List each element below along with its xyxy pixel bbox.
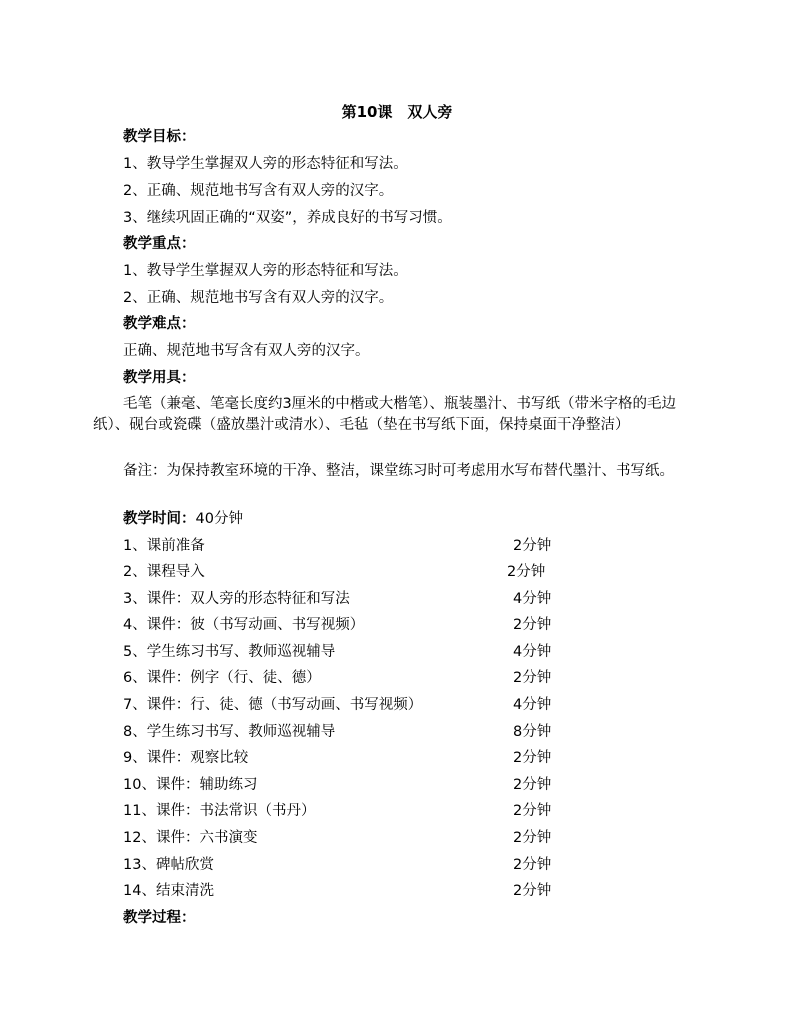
schedule-item-name: 12、课件：六书演变 bbox=[123, 830, 258, 846]
schedule-row bbox=[123, 590, 583, 608]
schedule-item-name: 4、课件：彼（书写动画、书写视频） bbox=[123, 617, 365, 633]
schedule-row bbox=[123, 563, 583, 581]
key-points-heading: 教学重点： bbox=[123, 236, 196, 252]
schedule-item-name: 1、课前准备 bbox=[123, 538, 205, 554]
process-heading: 教学过程： bbox=[123, 910, 196, 926]
schedule-item-name: 8、学生练习书写、教师巡视辅导 bbox=[123, 724, 336, 740]
note-text: 备注：为保持教室环境的干净、整洁，课堂练习时可考虑用水写布替代墨汁、书写纸。 bbox=[123, 463, 674, 479]
schedule-row bbox=[123, 616, 583, 634]
schedule-row bbox=[123, 669, 583, 687]
tools-text: 毛笔（兼毫、笔毫长度约3厘米的中楷或大楷笔）、瓶装墨汁、书写纸（带米字格的毛边纸）、砚台或瓷碟（盛放墨汁或清水）、毛毡（垫在书写纸下面，保持桌面干净整洁） bbox=[93, 396, 676, 433]
difficulty-heading: 教学难点： bbox=[123, 316, 196, 332]
schedule-item-name: 14、结束清洗 bbox=[123, 883, 214, 899]
schedule-item-name: 11、课件：书法常识（书丹） bbox=[123, 803, 316, 819]
schedule-item-time: 2分钟 bbox=[513, 670, 552, 686]
schedule-item-time: 4分钟 bbox=[513, 591, 552, 607]
schedule-item-time: 2分钟 bbox=[513, 777, 552, 793]
schedule-row bbox=[123, 882, 583, 900]
schedule-item-name: 7、课件：行、徒、德（书写动画、书写视频） bbox=[123, 697, 423, 713]
schedule-item-name: 3、课件：双人旁的形态特征和写法 bbox=[123, 591, 350, 607]
schedule-item-name: 10、课件：辅助练习 bbox=[123, 777, 258, 793]
objective-item: 3、继续巩固正确的“双姿”，养成良好的书写习惯。 bbox=[123, 210, 452, 226]
key-point-item: 2、正确、规范地书写含有双人旁的汉字。 bbox=[123, 290, 394, 306]
schedule-row bbox=[123, 537, 583, 555]
schedule-item-name: 5、学生练习书写、教师巡视辅导 bbox=[123, 644, 336, 660]
schedule-item-time: 2分钟 bbox=[513, 538, 552, 554]
schedule-item-time: 8分钟 bbox=[513, 724, 552, 740]
schedule-item-time: 2分钟 bbox=[513, 883, 552, 899]
schedule-row bbox=[123, 776, 583, 794]
schedule-row bbox=[123, 643, 583, 661]
schedule-item-time: 2分钟 bbox=[513, 617, 552, 633]
time-heading: 教学时间： bbox=[123, 511, 196, 527]
objective-item: 1、教导学生掌握双人旁的形态特征和写法。 bbox=[123, 156, 408, 172]
schedule-item-time: 2分钟 bbox=[513, 830, 552, 846]
schedule-item-name: 6、课件：例字（行、徒、德） bbox=[123, 670, 321, 686]
schedule-row bbox=[123, 723, 583, 741]
page-title: 第10课 双人旁 bbox=[341, 103, 453, 121]
tools-heading: 教学用具： bbox=[123, 370, 196, 386]
schedule-item-time: 2分钟 bbox=[513, 857, 552, 873]
objective-item: 2、正确、规范地书写含有双人旁的汉字。 bbox=[123, 183, 394, 199]
schedule-row bbox=[123, 749, 583, 767]
schedule-row bbox=[123, 829, 583, 847]
schedule-item-time: 2分钟 bbox=[507, 564, 546, 580]
tools-paragraph bbox=[93, 394, 703, 436]
schedule-row bbox=[123, 802, 583, 820]
schedule-item-name: 13、碑帖欣赏 bbox=[123, 857, 214, 873]
schedule-item-time: 2分钟 bbox=[513, 750, 552, 766]
schedule-item-name: 2、课程导入 bbox=[123, 564, 205, 580]
schedule-item-name: 9、课件：观察比较 bbox=[123, 750, 249, 766]
schedule-row bbox=[123, 696, 583, 714]
schedule-item-time: 4分钟 bbox=[513, 697, 552, 713]
schedule-row bbox=[123, 856, 583, 874]
difficulty-text: 正确、规范地书写含有双人旁的汉字。 bbox=[123, 343, 370, 359]
objectives-heading: 教学目标： bbox=[123, 129, 196, 145]
note-paragraph bbox=[93, 461, 703, 482]
schedule-item-time: 4分钟 bbox=[513, 644, 552, 660]
key-point-item: 1、教导学生掌握双人旁的形态特征和写法。 bbox=[123, 263, 408, 279]
time-value: 40分钟 bbox=[195, 511, 243, 527]
schedule-item-time: 2分钟 bbox=[513, 803, 552, 819]
time-line bbox=[123, 510, 243, 528]
